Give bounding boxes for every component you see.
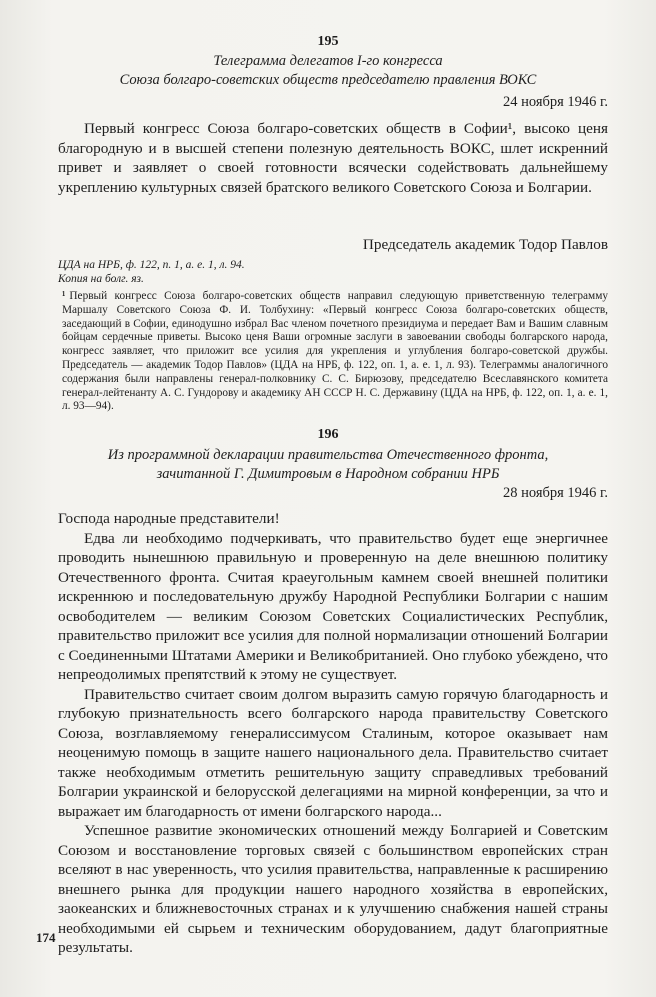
document-title-195-line2: Союза болгаро-советских обществ председателю правления ВОКС [119, 72, 537, 88]
document-title-195-line1: Телеграмма делегатов I-го конгресса [213, 53, 443, 69]
document-number-196: 196 [317, 427, 339, 442]
body-paragraph: Правительство считает своим долгом выразить самую горячую благодарность и глубокую признательность всего болгарского народа правительству Советского Союза, возглавляемому генералиссимусом Сталиным, которое оказывает нам неоценимую помощь в защите нашего национального дела. Правительство считает также необходимым отметить решительную защиту справедливых требований Болгарии украинской и белорусской делегациями на мирной конференции, за что и выражает им благодарность от имени болгарского народа... [58, 685, 608, 820]
document-body-195 [58, 119, 608, 197]
document-title-196-line1: Из программной декларации правительства Отечественного фронта, [107, 447, 549, 463]
document-body-196 [58, 509, 608, 958]
footnote-mark: ¹ [62, 290, 66, 302]
document-title-196-line2: зачитанной Г. Димитровым в Народном собрании НРБ [156, 466, 500, 482]
archive-reference-195 [58, 258, 245, 286]
document-date-196: 28 ноября 1946 г. [502, 485, 608, 501]
archive-line: ЦДА на НРБ, ф. 122, п. 1, а. е. 1, л. 94. [58, 259, 245, 271]
body-paragraph: Успешное развитие экономических отношений между Болгарией и Советским Союзом и восстановление торговых связей с большинством европейских стран вселяют в нас уверенность, что усилия правительства, направленные к расширению внешнего рынка для продукции нашего народного хозяйства в европейских, заокеанских и ближневосточных странах и к улучшению снабжения нашей страны необходимыми ей сырьем и техническим оборудованием, дадут благоприятные результаты. [58, 822, 608, 956]
footnote [62, 290, 608, 414]
signature: Председатель академик Тодор Павлов [362, 236, 608, 253]
document-number-195: 195 [317, 34, 339, 49]
body-paragraph: Господа народные представители! [58, 510, 280, 527]
footnote-text: Первый конгресс Союза болгаро-советских обществ направил следующую приветственную телеграмму Маршалу Советского Союза Ф. И. Толбухину: «Первый конгресс Союза болгаро-советских обществ, заседающий в Софии, единодушно избрал Вас членом почетного президиума и передает Вам и Вашим славным бойцам сердечные приветы. Высоко ценя Ваши огромные заслуги в завоевании свободы болгарского народа, конгресс заявляет, что приложит все усилия для укрепления и углубления болгаро-советской дружбы. Председатель — академик Тодор Павлов» (ЦДА на НРБ, ф. 122, оп. 1, а. е. 1, л. 93). Телеграммы аналогичного содержания были направлены генерал-полковнику С. С. Бирюзову, председателю Всеславянского комитета генерал-лейтенанту А. С. Гундорову и академику АН СССР Н. С. Державину (ЦДА на НРБ, ф. 122, оп. 1, а. е. 1, л. 93—94). [62, 290, 608, 413]
body-paragraph: Первый конгресс Союза болгаро-советских обществ в Софии¹, высоко ценя благородную и в высшей степени полезную деятельность ВОКС, шлет искренний привет и заявляет о своей готовности всячески содействовать дальнейшему укреплению культурных связей братского великого Советского Союза и Болгарии. [58, 120, 608, 196]
body-paragraph: Едва ли необходимо подчеркивать, что правительство будет еще энергичнее проводить нынешнюю правильную и проверенную на деле внешнюю политику Отечественного фронта. Считая краеугольным камнем своей внешней политики искреннюю и последовательную дружбу Народной Республики Болгарии с нашим освободителем — великим Союзом Советских Социалистических Республик, правительство приложит все усилия для полной нормализации отношений Болгарии с Соединенными Штатами Америки и Великобританией. Оно глубоко убеждено, что непреодолимых препятствий к этому не существует. [58, 529, 608, 683]
document-date-195: 24 ноября 1946 г. [502, 94, 608, 110]
archive-line: Копия на болг. яз. [58, 273, 144, 285]
page-number: 174 [36, 930, 56, 945]
